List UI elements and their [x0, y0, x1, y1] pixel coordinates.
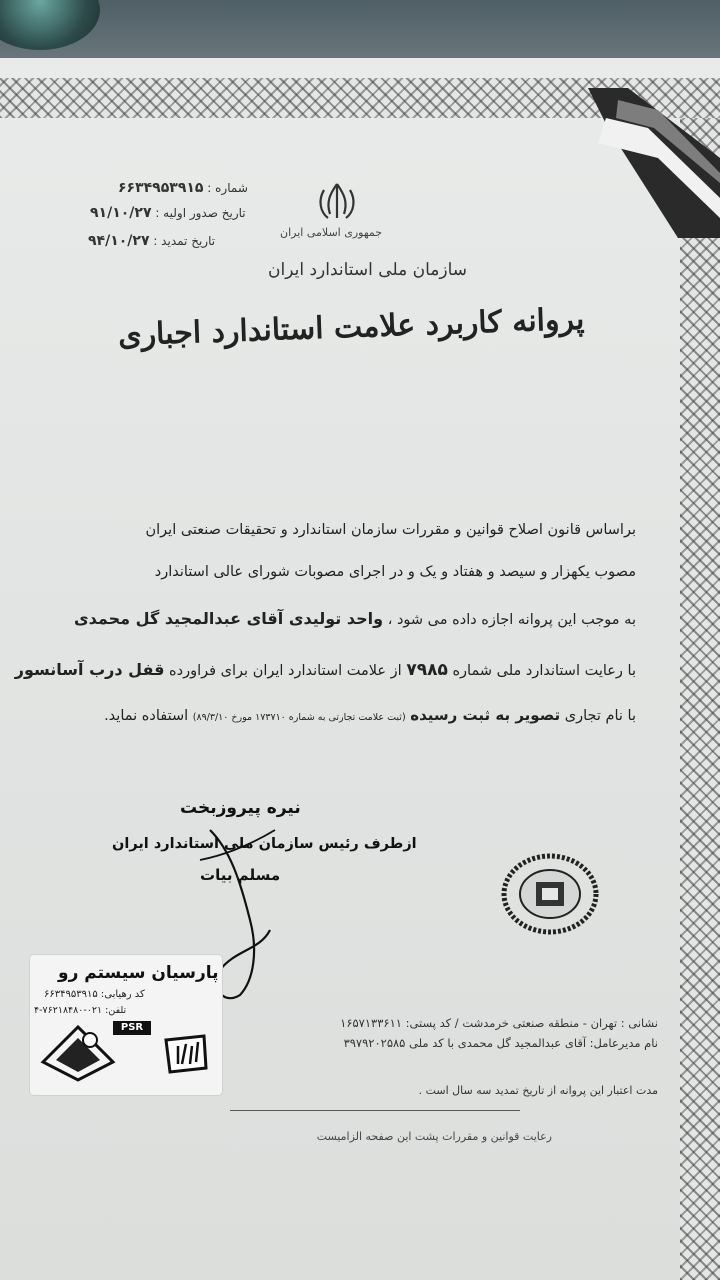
sticker-title: پارسیان سیستم رو — [58, 963, 219, 983]
flag-ribbon-graphic — [588, 88, 720, 238]
republic-text: جمهوری اسلامی ایران — [280, 226, 383, 239]
body-line-4-middle: از علامت استاندارد ایران برای فراورده — [169, 663, 402, 679]
brand-logo-icon — [38, 1022, 118, 1082]
signatory-name: نیره پیروزبخت — [180, 798, 301, 818]
number-label: شماره : — [207, 181, 248, 195]
body-line-1: براساس قانون اصلاح قوانین و مقررات سازمان استاندارد و تحقیقات صنعتی ایران — [145, 522, 636, 538]
address-line: نشانی : تهران - منطقه صنعتی خرمدشت / کد پستی: ۱۶۵۷۱۳۳۶۱۱ — [340, 1016, 658, 1030]
standard-number: ۷۹۸۵ — [406, 660, 448, 680]
sticker-tracking-code: کد رهیابی: ۶۶۳۴۹۵۳۹۱۵ — [44, 989, 145, 1000]
number-value: ۶۶۳۴۹۵۳۹۱۵ — [118, 180, 204, 196]
issue-date-value: ۹۱/۱۰/۲۷ — [90, 205, 152, 221]
footer-note: رعایت قوانین و مقررات پشت این صفحه الزامیست — [316, 1130, 552, 1143]
decorative-border-right — [680, 118, 720, 1280]
standard-mark-icon — [160, 1032, 212, 1076]
body-line-5-prefix: با نام تجاری — [564, 708, 636, 724]
national-emblem-icon — [312, 180, 362, 224]
organization-text: سازمان ملی استاندارد ایران — [268, 260, 467, 280]
second-signatory-name: مسلم بیات — [200, 866, 281, 884]
body-line-5 — [104, 706, 636, 724]
issue-date-label: تاریخ صدور اولیه : — [155, 206, 246, 220]
body-line-4-prefix: با رعایت استاندارد ملی شماره — [452, 663, 636, 679]
psr-badge: PSR — [113, 1021, 151, 1035]
manager-line: نام مدیرعامل: آقای عبدالمجید گل محمدی با کد ملی ۳۹۷۹۲۰۲۵۸۵ — [343, 1036, 658, 1050]
validity-line: مدت اعتبار این پروانه از تاریخ تمدید سه سال است . — [418, 1084, 658, 1097]
footer-divider — [230, 1110, 520, 1111]
renew-date-label: تاریخ تمدید : — [153, 234, 216, 248]
sticker-phone: تلفن: ۰۲۱-۷۶۲۱۸۴۸۰-۴ — [34, 1005, 127, 1016]
product-name: قفل درب آسانسور — [14, 660, 165, 679]
body-line-3-prefix: به موجب این پروانه اجازه داده می شود ، — [387, 612, 636, 628]
issue-date-row — [90, 205, 246, 221]
official-stamp — [500, 852, 600, 936]
signatory-role: ازطرف رئیس سازمان ملی استاندارد ایران — [112, 836, 417, 852]
body-line-5-suffix: استفاده نماید. — [104, 708, 189, 724]
renew-date-row — [88, 233, 215, 249]
production-unit: واحد تولیدی آقای عبدالمجید گل محمدی — [74, 609, 384, 628]
body-line-2: مصوب یکهزار و سیصد و هفتاد و یک و در اجرای مصوبات شورای عالی استاندارد — [154, 564, 636, 580]
renew-date-value: ۹۴/۱۰/۲۷ — [88, 233, 150, 249]
body-line-3 — [74, 609, 636, 628]
body-line-4 — [15, 660, 636, 680]
certificate-title: پروانه کاربرد علامت استاندارد اجباری — [117, 301, 585, 354]
trademark-registration: (ثبت علامت تجارتی به شماره ۱۷۳۷۱۰ مورخ ۸۹/۳/۱۰) — [192, 712, 406, 723]
trade-name: تصویر به ثبت رسیده — [410, 706, 561, 724]
number-row — [118, 180, 248, 196]
